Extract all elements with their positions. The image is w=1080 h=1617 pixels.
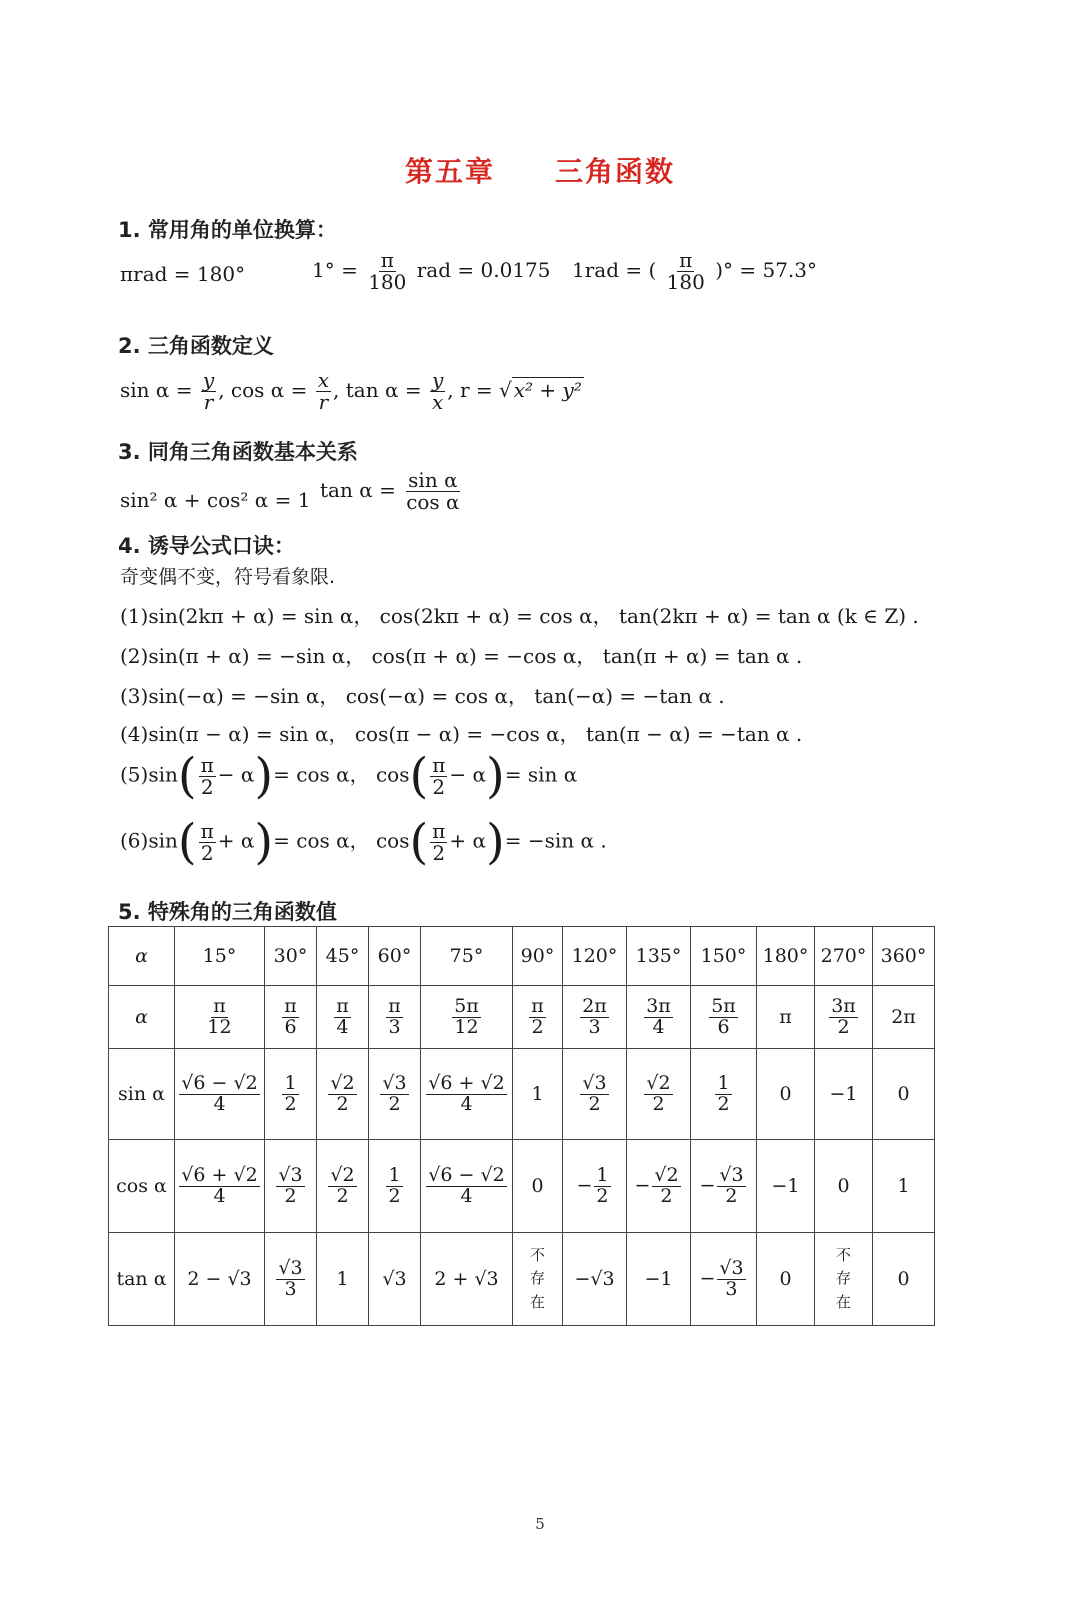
special-angle-table	[108, 926, 935, 1326]
table-cell: $\frac{√3}{2}$	[563, 1049, 627, 1140]
table-cell: $\frac{2\pi}{3}$	[563, 986, 627, 1049]
table-cell: − $\frac{1}{2}$	[563, 1140, 627, 1233]
table-cell: − $\frac{√3}{2}$	[691, 1140, 757, 1233]
tan-row	[109, 1233, 935, 1326]
table-cell: 1	[317, 1233, 369, 1326]
section-1-heading: 1. 常用角的单位换算：	[118, 218, 337, 242]
table-cell: 不 存 在	[513, 1233, 563, 1326]
row-label-alpha-rad: α	[109, 986, 175, 1049]
table-cell: $\frac{√6 + √2}{4}$	[175, 1140, 265, 1233]
formula-tan-ratio: tan α = $\frac{\text{sin α}}{\text{cos α}}$	[320, 468, 460, 514]
table-cell: 不 存 在	[815, 1233, 873, 1326]
table-cell: −√3	[563, 1233, 627, 1326]
formula-pi-rad: πrad = 180°	[120, 262, 246, 286]
table-cell: $\frac{√3}{3}$	[265, 1233, 317, 1326]
table-cell: $\frac{3\pi}{4}$	[627, 986, 691, 1049]
table-cell: −1	[815, 1049, 873, 1140]
radian-row	[109, 986, 935, 1049]
table-cell: 2π	[873, 986, 935, 1049]
section-3-heading: 3. 同角三角函数基本关系	[118, 440, 358, 464]
table-cell: −1	[627, 1233, 691, 1326]
table-cell: √3	[369, 1233, 421, 1326]
table-cell: 75°	[421, 927, 513, 986]
table-cell: $\frac{\pi}{2}$	[513, 986, 563, 1049]
table-cell: $\frac{√3}{2}$	[265, 1140, 317, 1233]
row-label-tan: tan α	[109, 1233, 175, 1326]
induction-formula-3: (3)sin(−α) = −sin α， cos(−α) = cos α， tan(−α) = −tan α .	[120, 684, 725, 708]
table-cell: $\frac{5\pi}{12}$	[421, 986, 513, 1049]
table-cell: − $\frac{√3}{3}$	[691, 1233, 757, 1326]
induction-formula-6: (6)sin( $\frac{\pi}{2}$ + α)= cos α， cos( $\frac{\pi}{2}$ + α)= −sin α .	[120, 814, 607, 870]
table-cell: 0	[815, 1140, 873, 1233]
section-4-heading: 4. 诱导公式口诀：	[118, 534, 295, 558]
induction-rhyme: 奇变偶不变，符号看象限.	[120, 566, 336, 588]
row-label-alpha-deg: α	[109, 927, 175, 986]
table-cell: 60°	[369, 927, 421, 986]
table-cell: $\frac{1}{2}$	[265, 1049, 317, 1140]
table-cell: $\frac{3\pi}{2}$	[815, 986, 873, 1049]
induction-formula-5: (5)sin( $\frac{\pi}{2}$ − α)= cos α， cos( $\frac{\pi}{2}$ − α)= sin α	[120, 748, 578, 804]
table-cell: − $\frac{√2}{2}$	[627, 1140, 691, 1233]
table-cell: 0	[873, 1233, 935, 1326]
table-cell: $\frac{√3}{2}$	[369, 1049, 421, 1140]
table-cell: 135°	[627, 927, 691, 986]
table-cell: $\frac{\pi}{4}$	[317, 986, 369, 1049]
table-cell: 0	[757, 1233, 815, 1326]
cos-row	[109, 1140, 935, 1233]
table-cell: 90°	[513, 927, 563, 986]
table-cell: 2 − √3	[175, 1233, 265, 1326]
table-cell: 2 + √3	[421, 1233, 513, 1326]
table-cell: $\frac{\pi}{12}$	[175, 986, 265, 1049]
degree-row	[109, 927, 935, 986]
induction-formula-1: (1)sin(2kπ + α) = sin α， cos(2kπ + α) = cos α， tan(2kπ + α) = tan α (k ∈ Z) .	[120, 604, 919, 628]
table-cell: $\frac{√6 - √2}{4}$	[175, 1049, 265, 1140]
table-cell: $\frac{5\pi}{6}$	[691, 986, 757, 1049]
table-cell: 45°	[317, 927, 369, 986]
table-cell: $\frac{1}{2}$	[369, 1140, 421, 1233]
induction-formula-4: (4)sin(π − α) = sin α， cos(π − α) = −cos α， tan(π − α) = −tan α .	[120, 722, 803, 746]
table-cell: −1	[757, 1140, 815, 1233]
table-cell: $\frac{√2}{2}$	[317, 1140, 369, 1233]
table-cell: $\frac{1}{2}$	[691, 1049, 757, 1140]
chapter-label: 第五章	[404, 155, 495, 188]
table-cell: 0	[513, 1140, 563, 1233]
table-cell: 0	[757, 1049, 815, 1140]
sin-row	[109, 1049, 935, 1140]
table-cell: 120°	[563, 927, 627, 986]
row-label-cos: cos α	[109, 1140, 175, 1233]
chapter-topic: 三角函数	[555, 155, 676, 188]
table-cell: $\frac{\pi}{3}$	[369, 986, 421, 1049]
table-cell: $\frac{√2}{2}$	[627, 1049, 691, 1140]
table-cell: 1	[513, 1049, 563, 1140]
table-cell: 15°	[175, 927, 265, 986]
induction-formula-2: (2)sin(π + α) = −sin α， cos(π + α) = −cos α， tan(π + α) = tan α .	[120, 644, 803, 668]
page-number: 5	[535, 1515, 545, 1533]
table-cell: $\frac{√6 - √2}{4}$	[421, 1140, 513, 1233]
section-2-heading: 2. 三角函数定义	[118, 334, 274, 358]
table-cell: 1	[873, 1140, 935, 1233]
table-cell: $\frac{\pi}{6}$	[265, 986, 317, 1049]
table-cell: 30°	[265, 927, 317, 986]
section-5-heading: 5. 特殊角的三角函数值	[118, 900, 337, 924]
formula-pythagorean: sin² α + cos² α = 1	[120, 488, 311, 512]
table-cell: 180°	[757, 927, 815, 986]
row-label-sin: sin α	[109, 1049, 175, 1140]
formula-one-degree: 1° = $\frac{\pi}{180}$ rad = 0.0175	[312, 248, 551, 294]
table-cell: $\frac{√6 + √2}{4}$	[421, 1049, 513, 1140]
table-cell: $\frac{√2}{2}$	[317, 1049, 369, 1140]
table-cell: 360°	[873, 927, 935, 986]
table-cell: 0	[873, 1049, 935, 1140]
table-cell: 270°	[815, 927, 873, 986]
table-cell: π	[757, 986, 815, 1049]
page-title	[0, 150, 1080, 190]
formula-one-rad: 1rad = ( $\frac{\pi}{180}$ )° = 57.3°	[572, 248, 818, 294]
table-cell: 150°	[691, 927, 757, 986]
formula-definitions: sin α = $\frac{y}{r}$ , cos α = $\frac{x}{r}$ , tan α = $\frac{y}{x}$ , r = √ x² + y²	[120, 368, 582, 414]
